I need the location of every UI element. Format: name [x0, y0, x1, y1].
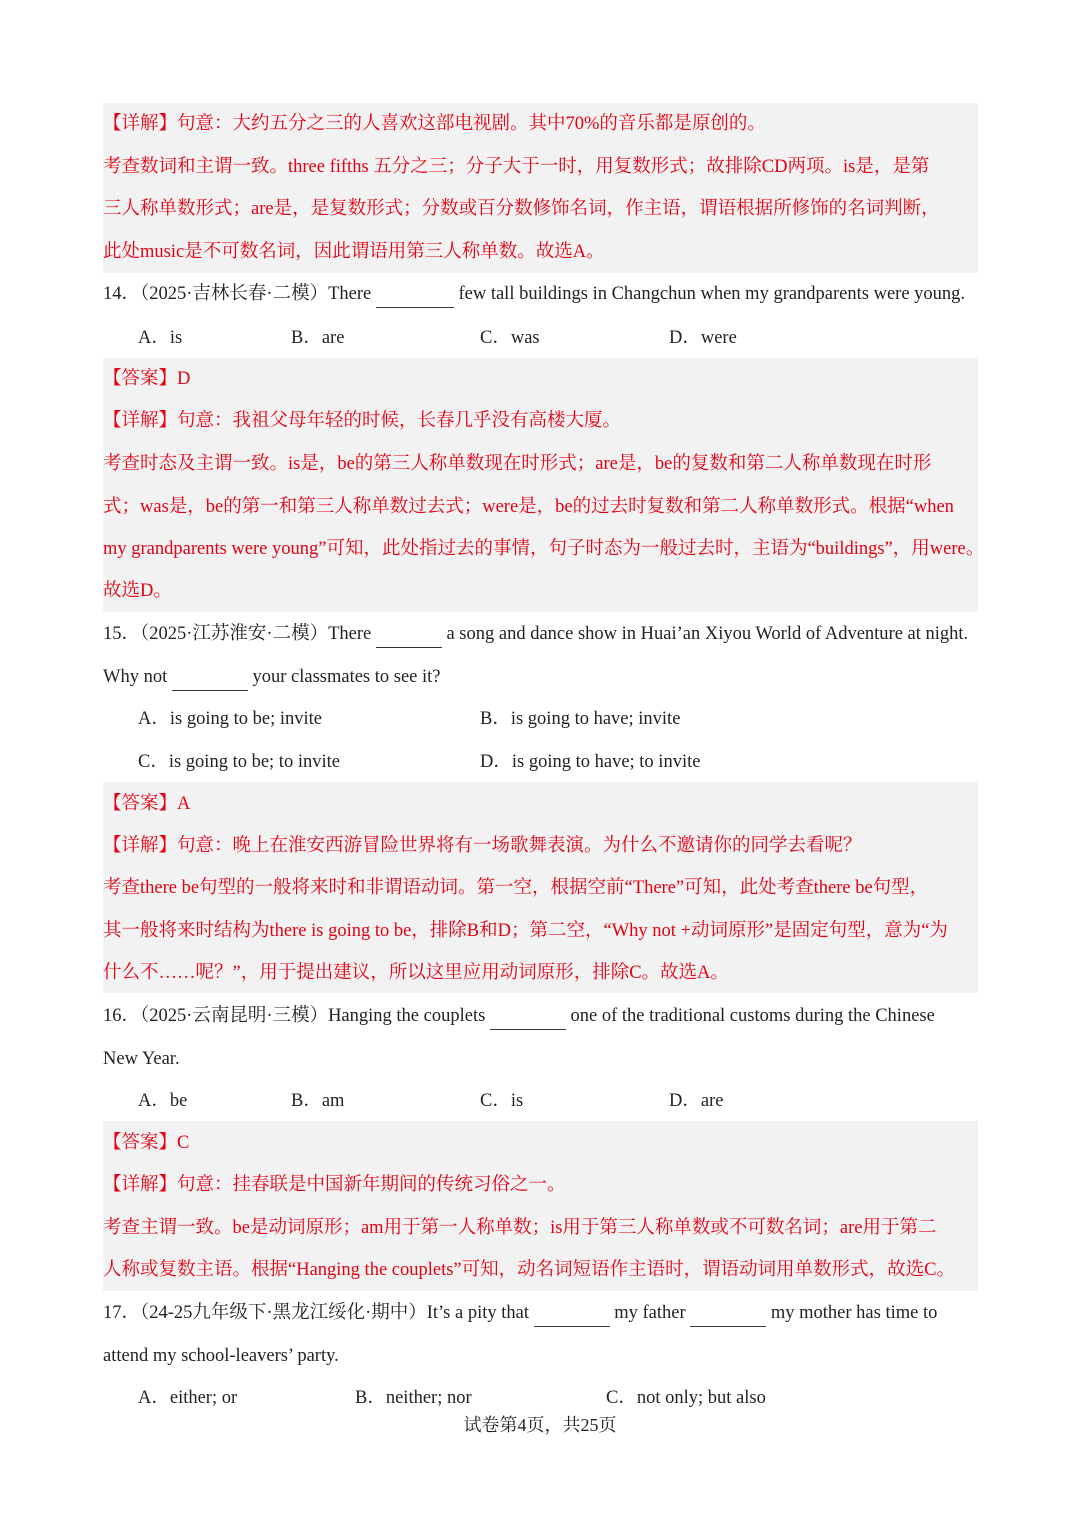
q17-blank-1	[534, 1300, 610, 1327]
q15-detail: 【详解】句意：晚上在淮安西游冒险世界将有一场歌舞表演。为什么不邀请你的同学去看呢？	[103, 836, 862, 856]
q15-option-b: B．is going to have; invite	[480, 709, 681, 729]
q15-option-d: D．is going to have; to invite	[480, 752, 701, 772]
q15-explanation-line: 其一般将来时结构为there is going to be，排除B和D；第二空，“Why not +动词原形”是固定句型，意为“为	[103, 921, 948, 941]
q16-stem-line2: New Year.	[103, 1049, 180, 1069]
q17-option-a: A．either; or	[138, 1388, 238, 1408]
q16-stem: 16．（2025·云南昆明·三模）Hanging the couplets one of the traditional customs during the Chinese	[103, 1003, 935, 1029]
q13-explanation-line: 此处music是不可数名词，因此谓语用第三人称单数。故选A。	[103, 242, 605, 262]
q15-explanation-line: 什么不……呢？”，用于提出建议，所以这里应用动词原形，排除C。故选A。	[103, 963, 729, 983]
q16-detail: 【详解】句意：挂春联是中国新年期间的传统习俗之一。	[103, 1175, 566, 1195]
q15-answer: 【答案】A	[103, 794, 191, 814]
q16-option-b: B．am	[291, 1091, 345, 1111]
q16-option-d: D．are	[669, 1091, 724, 1111]
q14-option-d: D．were	[669, 328, 737, 348]
q15-option-c: C．is going to be; to invite	[138, 752, 340, 772]
q15-blank-2	[172, 664, 248, 691]
q14-answer-box	[103, 358, 978, 612]
q14-option-a: A．is	[138, 328, 183, 348]
q15-explanation-line: 考查there be句型的一般将来时和非谓语动词。第一空，根据空前“There”可知，此处考查there be句型，	[103, 878, 929, 898]
q16-blank	[490, 1003, 566, 1030]
q15-stem-line2: Why not your classmates to see it?	[103, 664, 441, 690]
q17-stem-line2: attend my school-leavers’ party.	[103, 1346, 339, 1366]
q14-option-c: C．was	[480, 328, 540, 348]
q17-option-b: B．neither; nor	[355, 1388, 472, 1408]
q16-explanation-line: 考查主谓一致。be是动词原形；am用于第一人称单数；is用于第三人称单数或不可数名词；are用于第二	[103, 1218, 937, 1238]
q14-answer: 【答案】D	[103, 369, 191, 389]
q14-explanation-line: my grandparents were young”可知，此处指过去的事情，句子时态为一般过去时，主语为“buildings”，用were。	[103, 539, 985, 559]
q17-stem: 17．（24-25九年级下·黑龙江绥化·期中）It’s a pity that my father my mother has time to	[103, 1300, 937, 1326]
q16-option-c: C．is	[480, 1091, 524, 1111]
q16-answer: 【答案】C	[103, 1133, 190, 1153]
q15-blank-1	[376, 621, 442, 648]
q14-blank	[376, 281, 454, 308]
q16-option-a: A．be	[138, 1091, 188, 1111]
q14-detail: 【详解】句意：我祖父母年轻的时候，长春几乎没有高楼大厦。	[103, 411, 622, 431]
q13-explanation-line: 三人称单数形式；are是，是复数形式；分数或百分数修饰名词，作主语，谓语根据所修饰的名词判断，	[103, 199, 940, 219]
q13-detail: 【详解】句意：大约五分之三的人喜欢这部电视剧。其中70%的音乐都是原创的。	[103, 114, 766, 134]
q15-option-a: A．is going to be; invite	[138, 709, 322, 729]
q14-explanation-line: 考查时态及主谓一致。is是，be的第三人称单数现在时形式；are是，be的复数和第二人称单数现在时形	[103, 454, 932, 474]
q13-explanation-line: 考查数词和主谓一致。three fifths 五分之三；分子大于一时，用复数形式；故排除CD两项。is是，是第	[103, 157, 930, 177]
q17-blank-2	[690, 1300, 766, 1327]
q16-explanation-line: 人称或复数主语。根据“Hanging the couplets”可知，动名词短语作主语时，谓语动词用单数形式，故选C。	[103, 1260, 955, 1280]
q14-explanation-line: 故选D。	[103, 581, 172, 601]
q14-stem: 14．（2025·吉林长春·二模）There few tall buildings in Changchun when my grandparents were young.	[103, 281, 965, 307]
page-footer: 试卷第4页，共25页	[463, 1415, 617, 1435]
q14-option-b: B．are	[291, 328, 345, 348]
q17-option-c: C．not only; but also	[606, 1388, 766, 1408]
q14-explanation-line: 式；was是，be的第一和第三人称单数过去式；were是，be的过去时复数和第二人称单数形式。根据“when	[103, 497, 954, 517]
q15-stem: 15．（2025·江苏淮安·二模）There a song and dance show in Huai’an Xiyou World of Adventure at night.	[103, 621, 968, 647]
